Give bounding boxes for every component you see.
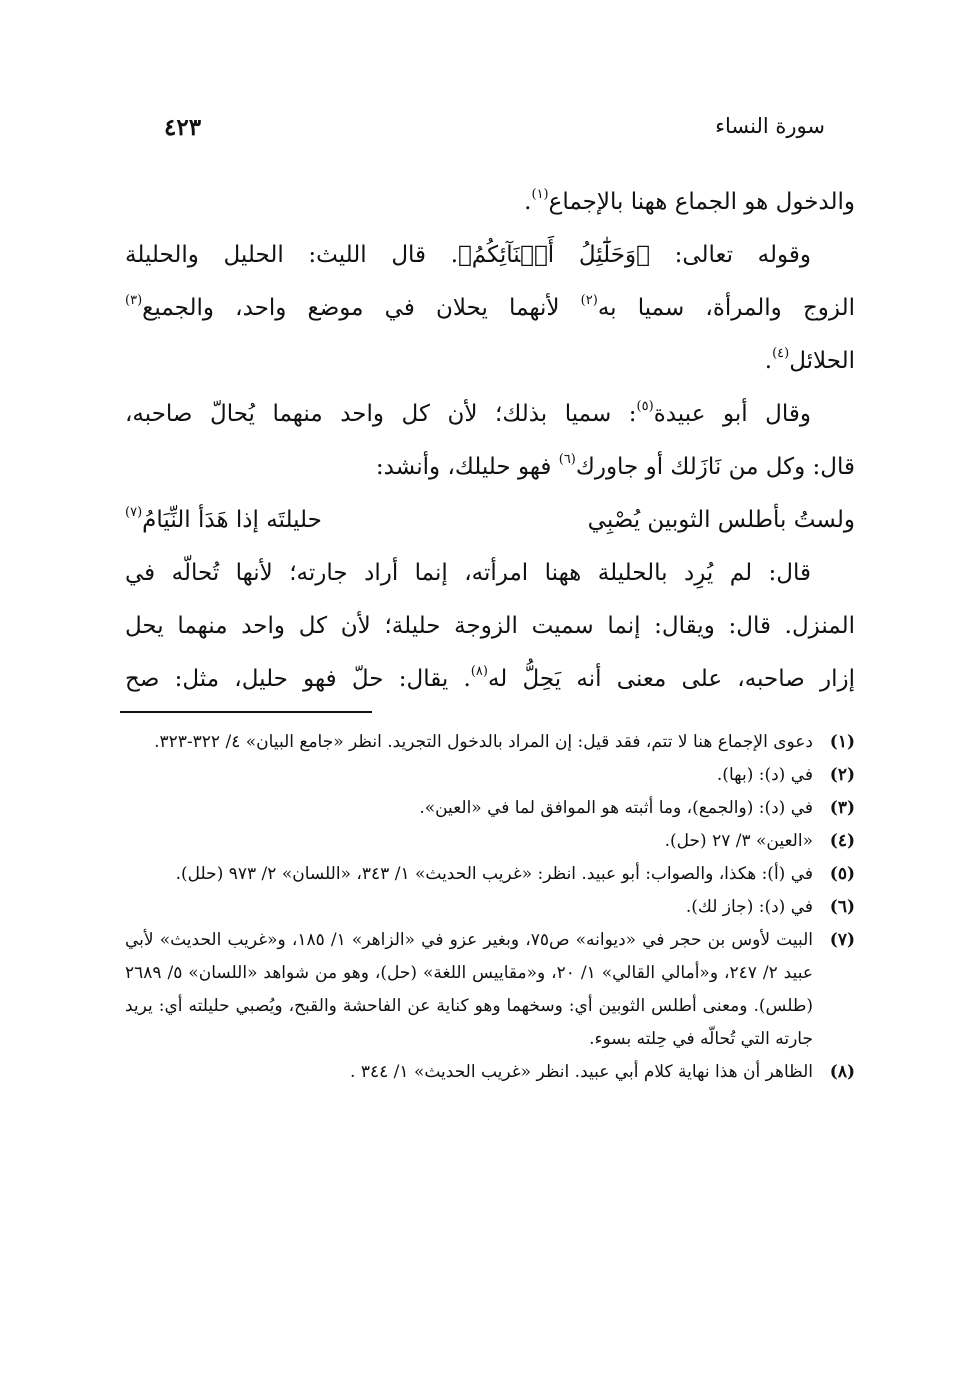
line-text-after: لأنهما يحلان في موضع واحد، والجميع [142, 295, 581, 321]
page-number: ٤٢٣ [164, 114, 202, 141]
footnote-ref: (٦) [558, 452, 576, 467]
text-line [125, 176, 855, 229]
footnote-text: الظاهر أن هذا نهاية كلام أبي عبيد. انظر «غريب الحديث» ١/ ٣٤٤ . [350, 1062, 813, 1082]
footnote-text: في (د): (بها). [716, 765, 813, 785]
line-text: قال: وكل من نَازَلك أو جاورك [575, 454, 855, 480]
footnote [125, 825, 855, 858]
line-text: المنزل. قال: ويقال: إنما سميت الزوجة حليلة؛ لأن كل واحد منهما يحل [125, 613, 855, 639]
line-text: إزار صاحبه، على معنى أنه يَحِلُّ له [487, 666, 855, 692]
line-text: الزوج والمرأة، سميا به [597, 295, 855, 321]
footnote-number: (٦) [829, 897, 855, 917]
footnotes [125, 726, 855, 1089]
line-content [125, 242, 811, 268]
footnote [125, 759, 855, 792]
text-line [125, 282, 855, 335]
text-line [125, 547, 855, 600]
footnote-text: في (أ): هكذا، والصواب: أبو عبيد. انظر: «غريب الحديث» ١/ ٣٤٣، «اللسان» ٢/ ٩٧٣ (حلل). [175, 864, 813, 884]
footnote-number: (٨) [829, 1062, 855, 1082]
line-text: وقال أبو عبيدة [653, 401, 811, 427]
footnote-text: «العين» ٣/ ٢٧ (حل). [664, 831, 813, 851]
text-line [125, 388, 855, 441]
footnote-ref: (١) [531, 187, 549, 202]
line-text: والدخول هو الجماع ههنا بالإجماع [548, 189, 855, 215]
footnote [125, 792, 855, 825]
text-line [125, 494, 855, 547]
footnote [125, 891, 855, 924]
verse-first-hemistich: ولستُ بأطلس الثوبين يُصْبِي [587, 507, 855, 533]
footnote-ref: (٧) [125, 505, 143, 520]
footnote [125, 924, 855, 1056]
footnote-text: في (د): (والجمع)، وما أثبته هو الموافق لما في «العين». [419, 798, 813, 818]
footnote-ref: (٨) [470, 664, 488, 679]
line-content [765, 348, 855, 374]
footnote-number: (٢) [829, 765, 855, 785]
line-text: وقوله تعالى: ﴿وَحَلَٰٓئِلُ أَبۡنَآئِكُمُ﴾. قال الليث: الحليل والحليلة [125, 242, 811, 268]
footnote [125, 726, 855, 759]
line-text-after: . [764, 348, 773, 374]
footnote-number: (٧) [829, 930, 855, 950]
footnote-text: في (د): (جاز لك). [685, 897, 813, 917]
footnote-text: دعوى الإجماع هنا لا تتم، فقد قيل: إن المراد بالدخول التجريد. انظر «جامع البيان» ٤/ ٣٢٢-٣٢٣. [154, 732, 813, 752]
line-content [125, 613, 855, 639]
verse-second-text: حليلتَه إذا هَدَأ النِّيَامُ [142, 507, 322, 533]
line-content [125, 560, 811, 586]
text-line [125, 600, 855, 653]
line-text-after: . [524, 189, 532, 215]
line-content [125, 666, 855, 692]
footnote-number: (١) [829, 732, 855, 752]
footnote-number: (٥) [829, 864, 855, 884]
line-content [125, 293, 855, 333]
footnote-ref: (٤) [772, 346, 790, 361]
footnote [125, 1056, 855, 1089]
verse-second-hemistich [125, 494, 322, 547]
line-text: الحلائل [789, 348, 855, 374]
line-content [125, 401, 811, 427]
text-line [125, 441, 855, 494]
footnote-text: البيت لأوس بن حجر في «ديوانه» ص٧٥، وبغير عزو في «الزاهر» ١/ ١٨٥، و«غريب الحديث» لأبي عبيد ٢/ ٢٤٧، و«أمالي القالي» ١/ ٢٠، و«مقاييس اللغة» (حل)، وهو من شواهد «اللسان» ٥/ ٢٦٨٩ (طلس). ومعنى أطلس الثوبين أي: وسخهما وهو كناية عن الفاحشة والقبح، ويُصبي حليلته أي: يريد جارته التي تُحالّه في حِلته بسوء. [125, 930, 814, 1049]
footnote-number: (٤) [829, 831, 855, 851]
footnote-ref: (٢) [580, 293, 598, 308]
line-content [524, 189, 855, 215]
footnote-ref: (٣) [125, 293, 143, 308]
footnote-divider [120, 711, 372, 713]
page-header [150, 114, 825, 154]
text-line [125, 653, 855, 706]
running-title: سورة النساء [715, 114, 825, 138]
line-content [376, 454, 855, 480]
line-text-after: : سميا بذلك؛ لأن كل واحد منهما يُحالّ صاحبه، [125, 401, 637, 427]
line-text-after: . يقال: حلّ فهو حليل، مثل: صح [125, 666, 471, 692]
text-line [125, 335, 855, 388]
footnote-number: (٣) [829, 798, 855, 818]
line-text: قال: لم يُرِد بالحليلة ههنا امرأته، إنما أراد جارته؛ لأنها تُحالّه في [125, 560, 811, 586]
footnote-ref: (٥) [636, 399, 654, 414]
line-text-after: فهو حليلك، وأنشد: [375, 454, 559, 480]
text-line [125, 229, 855, 282]
footnote [125, 858, 855, 891]
main-text [125, 176, 855, 706]
